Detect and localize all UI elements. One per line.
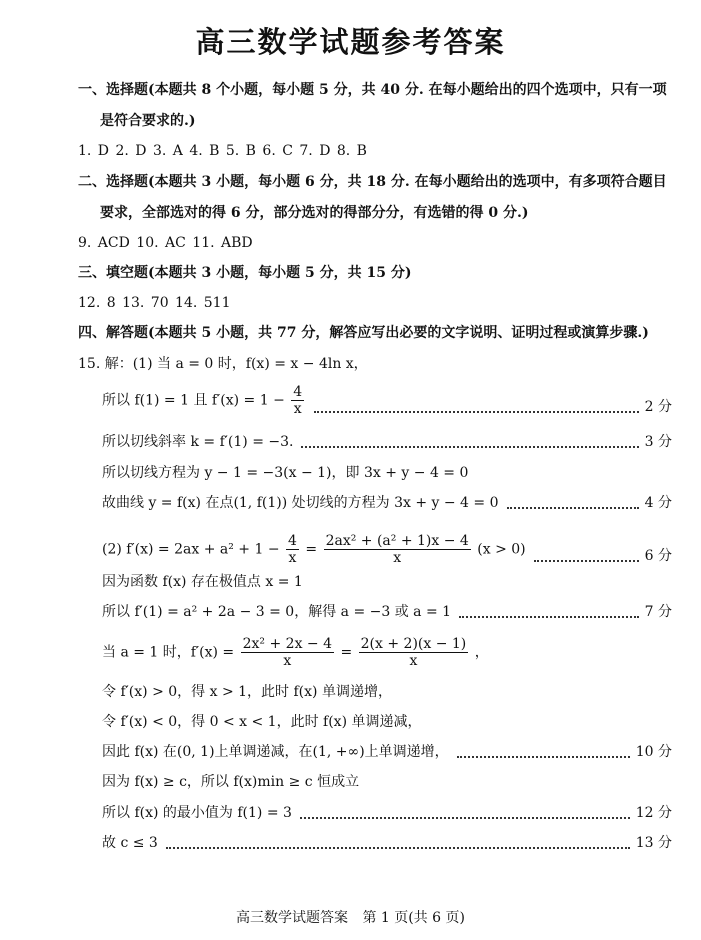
fraction-numerator: 4 bbox=[288, 533, 297, 549]
dot-leader bbox=[534, 560, 639, 562]
fraction bbox=[359, 636, 469, 669]
step-text: 所以 f(x) 的最小值为 f(1) = 3 bbox=[102, 805, 292, 821]
fraction-numerator: 4 bbox=[293, 384, 303, 400]
fraction-numerator: 2ax² + (a² + 1)x − 4 bbox=[325, 533, 469, 549]
section1-answers: 1. D 2. D 3. A 4. B 5. B 6. C 7. D 8. B bbox=[78, 143, 367, 159]
step-text-tail: ， bbox=[474, 644, 489, 661]
q15-step-6: 因为函数 f(x) 存在极值点 x = 1 bbox=[102, 574, 303, 590]
q15-step-11 bbox=[102, 742, 672, 762]
q15-step-8 bbox=[102, 636, 489, 669]
fraction-numerator: 2x² + 2x − 4 bbox=[242, 636, 332, 652]
fraction-denominator: x bbox=[393, 550, 402, 566]
fraction bbox=[324, 533, 471, 566]
fraction-denominator: x bbox=[293, 401, 302, 417]
score-points: 3 分 bbox=[644, 434, 672, 450]
section2-heading: 二、选择题(本题共 3 小题，每小题 6 分，共 18 分. 在每小题给出的选项中，有多项符合题目 bbox=[78, 174, 667, 190]
section2-heading-cont: 要求，全部选对的得 6 分，部分选对的得部分分，有选错的得 0 分.) bbox=[100, 205, 529, 221]
domain-condition: (x > 0) bbox=[477, 541, 526, 558]
equals-sign: = bbox=[305, 541, 318, 558]
fraction-denominator: x bbox=[409, 653, 418, 669]
q15-step-12: 因为 f(x) ≥ c，所以 f(x)min ≥ c 恒成立 bbox=[102, 774, 360, 790]
q15-intro: 15. 解：(1) 当 a = 0 时，f(x) = x − 4ln x， bbox=[78, 356, 368, 372]
section2-answers: 9. ACD 10. AC 11. ABD bbox=[78, 235, 253, 251]
step-text: 故 c ≤ 3 bbox=[102, 835, 158, 851]
step-text: 所以 f(1) = 1 且 f′(x) = 1 − bbox=[102, 392, 285, 409]
dot-leader bbox=[166, 847, 630, 849]
section1-heading: 一、选择题(本题共 8 个小题，每小题 5 分，共 40 分. 在每小题给出的四个选项中，只有一项 bbox=[78, 82, 667, 98]
score-points: 13 分 bbox=[635, 835, 672, 851]
dot-leader bbox=[507, 507, 639, 509]
fraction-denominator: x bbox=[283, 653, 292, 669]
score-points: 12 分 bbox=[635, 805, 672, 821]
section3-heading: 三、填空题(本题共 3 小题，每小题 5 分，共 15 分) bbox=[78, 265, 412, 281]
dot-leader bbox=[301, 446, 638, 448]
step-text: 因此 f(x) 在(0, 1)上单调递减，在(1, +∞)上单调递增， bbox=[102, 744, 449, 760]
section1-heading-cont: 是符合要求的.) bbox=[100, 113, 196, 129]
step-text: 故曲线 y = f(x) 在点(1, f(1)) 处切线的方程为 3x + y − 4 = 0 bbox=[102, 495, 499, 511]
q15-step-5 bbox=[102, 533, 672, 566]
dot-leader bbox=[457, 756, 630, 758]
q15-step-2 bbox=[102, 432, 672, 452]
fraction bbox=[241, 636, 334, 669]
section3-answers: 12. 8 13. 70 14. 511 bbox=[78, 295, 231, 311]
dot-leader bbox=[314, 411, 638, 413]
q15-step-9: 令 f′(x) > 0，得 x > 1，此时 f(x) 单调递增， bbox=[102, 684, 392, 700]
footer-doc-title: 高三数学试题答案 bbox=[236, 910, 348, 926]
page-footer bbox=[0, 907, 701, 927]
section4-heading: 四、解答题(本题共 5 小题，共 77 分，解答应写出必要的文字说明、证明过程或演算步骤.) bbox=[78, 325, 649, 341]
equals-sign: = bbox=[340, 644, 353, 661]
q15-step-1 bbox=[102, 384, 672, 417]
score-points: 6 分 bbox=[644, 548, 672, 564]
fraction-numerator: 2(x + 2)(x − 1) bbox=[360, 636, 467, 652]
score-points: 10 分 bbox=[635, 744, 672, 760]
page-title: 高三数学试题参考答案 bbox=[195, 25, 506, 59]
q15-step-3: 所以切线方程为 y − 1 = −3(x − 1)，即 3x + y − 4 = 0 bbox=[102, 465, 469, 481]
score-points: 2 分 bbox=[644, 399, 672, 415]
fraction-denominator: x bbox=[288, 550, 297, 566]
score-points: 7 分 bbox=[644, 604, 672, 620]
fraction bbox=[291, 384, 304, 417]
step-text: 所以 f′(1) = a² + 2a − 3 = 0，解得 a = −3 或 a = 1 bbox=[102, 604, 452, 620]
step-text: 所以切线斜率 k = f′(1) = −3. bbox=[102, 434, 294, 450]
dot-leader bbox=[459, 616, 639, 618]
q15-step-4 bbox=[102, 493, 672, 513]
footer-page-number: 第 1 页(共 6 页) bbox=[362, 910, 465, 926]
score-points: 4 分 bbox=[644, 495, 672, 511]
q15-step-10: 令 f′(x) < 0，得 0 < x < 1，此时 f(x) 单调递减， bbox=[102, 714, 422, 730]
q15-step-7 bbox=[102, 602, 672, 622]
dot-leader bbox=[300, 817, 630, 819]
fraction bbox=[286, 533, 299, 566]
step-text: 当 a = 1 时，f′(x) = bbox=[102, 644, 235, 661]
q15-step-13 bbox=[102, 803, 672, 823]
q15-step-14 bbox=[102, 833, 672, 853]
step-text: (2) f′(x) = 2ax + a² + 1 − bbox=[102, 541, 280, 558]
